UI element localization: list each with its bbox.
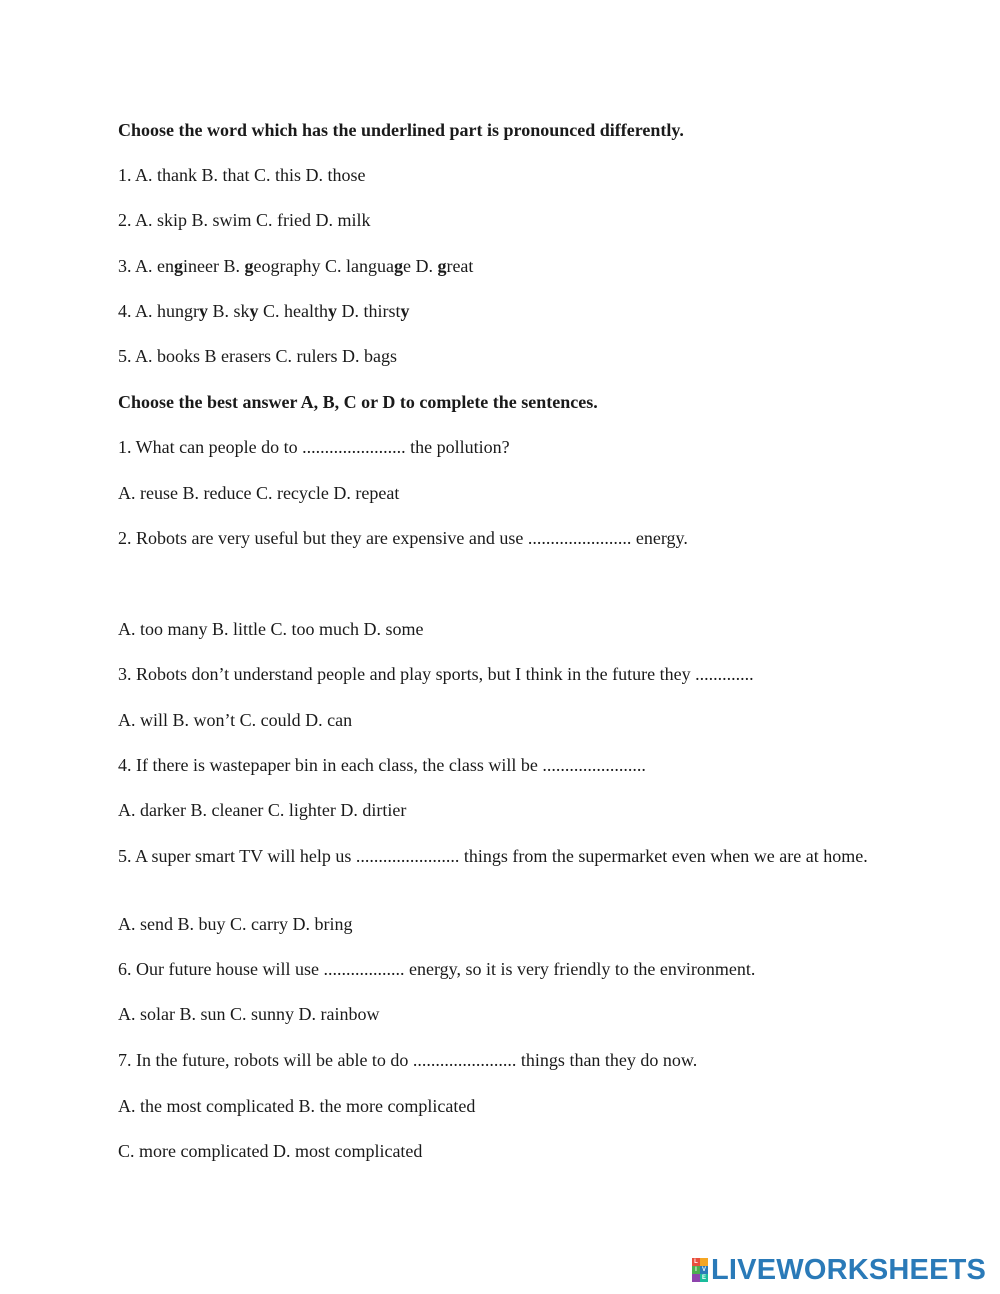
answers-1: A. reuse B. reduce C. recycle D. repeat xyxy=(118,483,400,503)
answers-2: A. too many B. little C. too much D. some xyxy=(118,619,424,639)
section2-heading: Choose the best answer A, B, C or D to complete the sentences. xyxy=(118,392,598,412)
answers-7a: A. the most complicated B. the more complicated xyxy=(118,1096,476,1116)
text-segment: C. health xyxy=(258,301,329,321)
highlighted-letter: g xyxy=(437,256,447,276)
question-2: 2. Robots are very useful but they are expensive and use ....................... energy. xyxy=(118,528,688,548)
highlighted-letter: y xyxy=(199,301,208,321)
highlighted-letter: g xyxy=(244,256,254,276)
logo-letter: L xyxy=(692,1258,700,1266)
highlighted-letter: y xyxy=(328,301,338,321)
logo-letter: V xyxy=(701,1267,706,1273)
liveworksheets-logo xyxy=(692,1254,986,1286)
logo-letter: E xyxy=(701,1275,706,1281)
text-segment: 5. A. books B erasers C. rulers D. bags xyxy=(118,346,397,366)
pron-item-1 xyxy=(118,164,878,186)
section1-heading: Choose the word which has the underlined part is pronounced differently. xyxy=(118,120,684,140)
text-segment: reat xyxy=(446,256,474,276)
question-6: 6. Our future house will use .................. energy, so it is very friendly to the environment. xyxy=(118,959,756,979)
text-segment: eography C. langua xyxy=(253,256,394,276)
question-1: 1. What can people do to ....................... the pollution? xyxy=(118,437,510,457)
answers-3: A. will B. won’t C. could D. can xyxy=(118,710,353,730)
highlighted-letter: y xyxy=(400,301,410,321)
question-4: 4. If there is wastepaper bin in each class, the class will be ....................... xyxy=(118,755,646,775)
text-segment: 1. A. thank B. that C. this D. those xyxy=(118,165,366,185)
pron-item-2 xyxy=(118,209,878,231)
question-5: 5. A super smart TV will help us ....................... things from the supermarket even when we are at home. xyxy=(118,846,868,866)
logo-letter xyxy=(692,1274,700,1282)
pron-item-5 xyxy=(118,345,878,367)
pron-item-4 xyxy=(118,300,878,322)
text-segment: 4. A. hungr xyxy=(118,301,199,321)
logo-letter xyxy=(700,1258,708,1266)
brand-name: LIVEWORKSHEETS xyxy=(711,1254,987,1286)
highlighted-letter: g xyxy=(393,256,403,276)
highlighted-letter: g xyxy=(174,256,183,276)
answers-5: A. send B. buy C. carry D. bring xyxy=(118,914,353,934)
logo-grid-icon xyxy=(692,1258,708,1282)
text-segment: ineer B. xyxy=(183,256,245,276)
text-segment: e D. xyxy=(402,256,438,276)
text-segment: 2. A. skip B. swim C. fried D. milk xyxy=(118,210,371,230)
question-3: 3. Robots don’t understand people and play sports, but I think in the future they ............. xyxy=(118,664,754,684)
text-segment: 3. A. en xyxy=(118,256,174,276)
text-segment: D. thirst xyxy=(337,301,401,321)
text-segment: B. sk xyxy=(208,301,250,321)
question-7: 7. In the future, robots will be able to do ....................... things than they do now. xyxy=(118,1050,698,1070)
highlighted-letter: y xyxy=(249,301,259,321)
answers-7b: C. more complicated D. most complicated xyxy=(118,1141,423,1161)
answers-4: A. darker B. cleaner C. lighter D. dirtier xyxy=(118,800,407,820)
answers-6: A. solar B. sun C. sunny D. rainbow xyxy=(118,1004,380,1024)
logo-letter: I xyxy=(692,1266,700,1274)
pron-item-3 xyxy=(118,255,878,277)
